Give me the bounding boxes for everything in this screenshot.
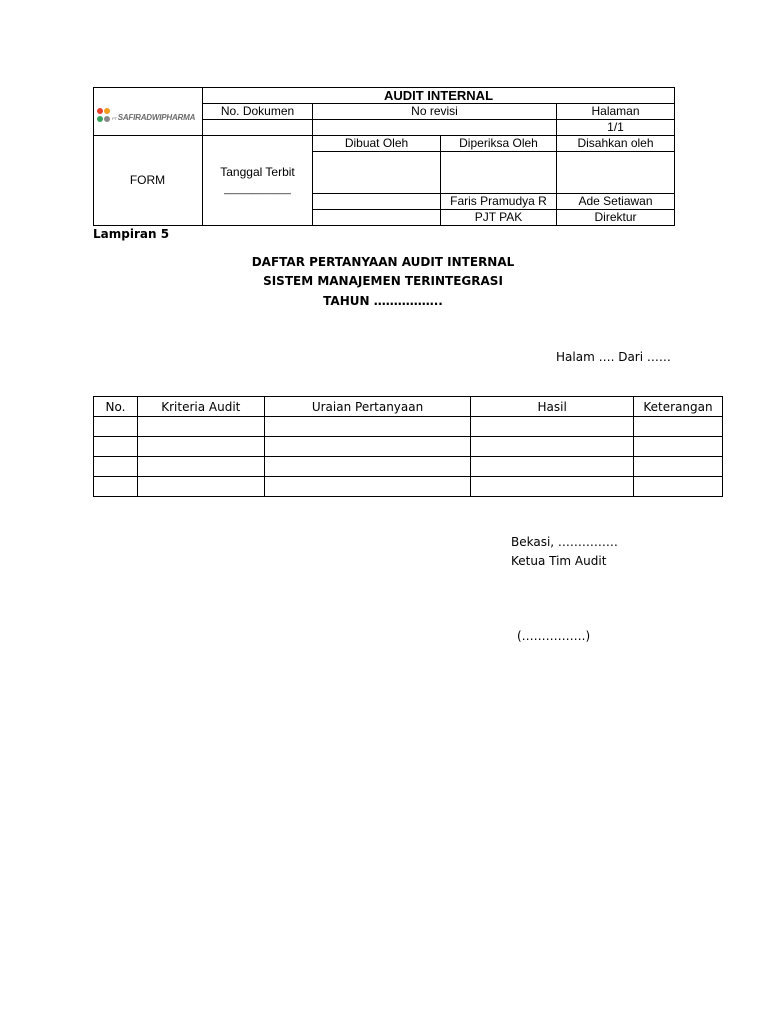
disahkan-name: Ade Setiawan (578, 194, 653, 208)
document-title-line-3: TAHUN …………….. (323, 294, 443, 308)
table-header-row (94, 397, 723, 417)
table-cell (264, 437, 471, 457)
company-logo (96, 107, 202, 129)
table-cell (471, 417, 634, 437)
diperiksa-name: Faris Pramudya R (450, 194, 547, 208)
page-indicator: Halam …. Dari …… (556, 350, 671, 364)
table-cell (94, 437, 138, 457)
logo-dot-red (97, 108, 103, 114)
table-cell (137, 437, 264, 457)
tanggal-terbit-label: Tanggal Terbit (220, 165, 295, 179)
column-header-kriteria-audit: Kriteria Audit (137, 397, 264, 417)
diperiksa-role: PJT PAK (474, 210, 523, 224)
lampiran-label: Lampiran 5 (93, 227, 170, 241)
table-row (94, 437, 723, 457)
table-cell (471, 457, 634, 477)
signature-name-placeholder: (…………….) (517, 629, 591, 643)
form-label: FORM (129, 173, 166, 187)
table-cell (634, 417, 723, 437)
disahkan-oleh-label: Disahkan oleh (577, 136, 654, 150)
diperiksa-oleh-label: Diperiksa Oleh (459, 136, 538, 150)
table-cell (471, 477, 634, 497)
table-cell (471, 437, 634, 457)
column-header-hasil: Hasil (471, 397, 634, 417)
table-cell (634, 477, 723, 497)
column-header-keterangan: Keterangan (634, 397, 723, 417)
table-cell (137, 477, 264, 497)
audit-question-table (93, 396, 723, 497)
tanggal-terbit-value: ____________ (224, 184, 291, 195)
halaman-label: Halaman (591, 104, 640, 118)
document-header (93, 87, 675, 226)
table-cell (264, 477, 471, 497)
logo-dot-green (97, 116, 103, 122)
table-row (94, 457, 723, 477)
column-header-uraian-pertanyaan: Uraian Pertanyaan (264, 397, 471, 417)
table-cell (137, 457, 264, 477)
disahkan-role: Direktur (594, 210, 637, 224)
table-cell (264, 417, 471, 437)
header-title: AUDIT INTERNAL (383, 88, 494, 103)
signature-place-date: Bekasi, …………… (511, 535, 618, 549)
table-cell (137, 417, 264, 437)
logo-dot-orange (104, 108, 110, 114)
company-name: PTSAFIRADWIPHARMA (112, 113, 196, 122)
table-cell (634, 437, 723, 457)
no-dokumen-label: No. Dokumen (220, 104, 295, 118)
document-title-line-1: DAFTAR PERTANYAAN AUDIT INTERNAL (251, 255, 515, 269)
table-cell (94, 457, 138, 477)
halaman-value: 1/1 (607, 120, 624, 134)
column-header-no: No. (94, 397, 138, 417)
table-row (94, 477, 723, 497)
table-row (94, 417, 723, 437)
table-cell (264, 457, 471, 477)
table-cell (94, 477, 138, 497)
logo-dot-gray (104, 116, 110, 122)
document-title-line-2: SISTEM MANAJEMEN TERINTEGRASI (263, 274, 503, 288)
table-cell (634, 457, 723, 477)
signature-role: Ketua Tim Audit (511, 554, 607, 568)
no-revisi-label: No revisi (411, 104, 458, 118)
table-cell (94, 417, 138, 437)
dibuat-oleh-label: Dibuat Oleh (344, 136, 409, 150)
